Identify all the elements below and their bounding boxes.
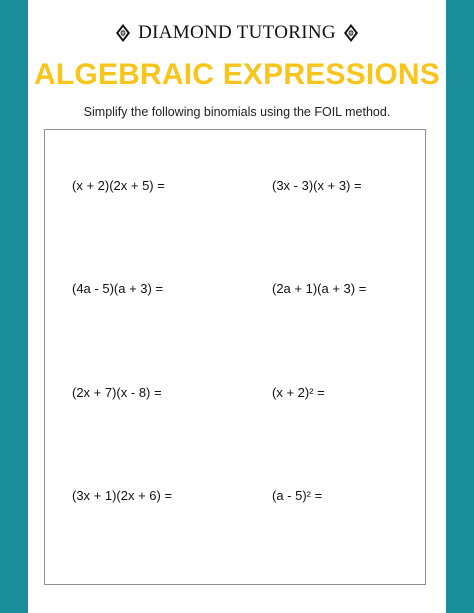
instructions-text: Simplify the following binomials using the FOIL method.: [83, 105, 391, 119]
diamond-ornament-icon: [116, 24, 130, 42]
problem-1: (x + 2)(2x + 5) =: [72, 178, 165, 193]
worksheet-page: [28, 0, 446, 613]
problem-5: (2x + 7)(x - 8) =: [72, 385, 162, 400]
brand-header: [28, 20, 446, 46]
problem-3: (4a - 5)(a + 3) =: [72, 281, 164, 296]
page-title: ALGEBRAIC EXPRESSIONS: [34, 58, 440, 91]
problem-8: (a - 5)² =: [272, 488, 323, 503]
problem-7: (3x + 1)(2x + 6) =: [72, 488, 173, 503]
problem-6: (x + 2)² =: [272, 385, 325, 400]
diamond-ornament-icon: [344, 24, 358, 42]
problems-box: [44, 129, 426, 585]
problem-2: (3x - 3)(x + 3) =: [272, 178, 362, 193]
brand-name: DIAMOND TUTORING: [138, 22, 336, 43]
problem-4: (2a + 1)(a + 3) =: [272, 281, 367, 296]
